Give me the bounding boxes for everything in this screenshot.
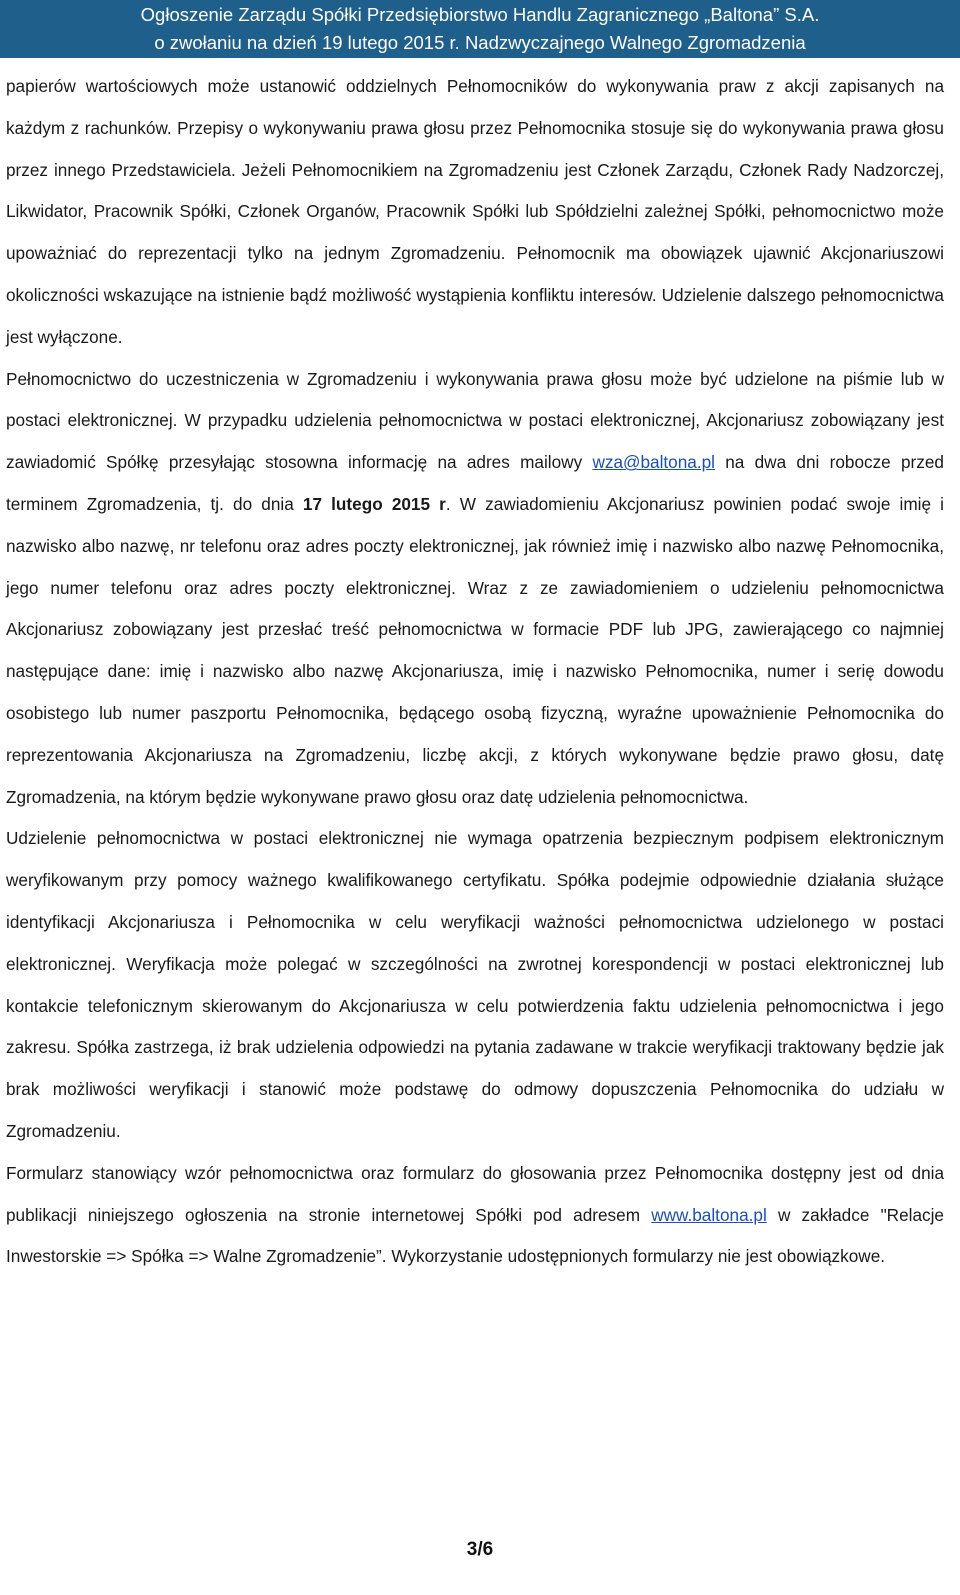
document-header [0,0,960,58]
paragraph-text: w zakładce "Relacje Inwestorskie => Spółka => Walne Zgromadzenie”. Wykorzystanie udostępnionych formularzy nie jest obowiązkowe. [6,1204,944,1267]
website-link[interactable]: www.baltona.pl [651,1204,767,1225]
email-link[interactable]: wza@baltona.pl [592,452,715,473]
paragraph-text: . W zawiadomieniu Akcjonariusz powinien podać swoje imię i nazwisko albo nazwę, nr telefonu oraz adres poczty elektronicznej, jak również imię i nazwisko albo nazwę Pełnomocnika, jego numer telefonu oraz adres poczty elektronicznej. Wraz z ze zawiadomieniem o udzieleniu pełnomocnictwa Akcjonariusz zobowiązany jest przesłać treść pełnomocnictwa w formacie PDF lub JPG, zawierającego co najmniej następujące dane: imię i nazwisko albo nazwę Akcjonariusza, imię i nazwisko Pełnomocnika, numer i serię dowodu osobistego lub numer paszportu Pełnomocnika, będącego osobą fizyczną, wyraźne upoważnienie Pełnomocnika do reprezentowania Akcjonariusza na Zgromadzeniu, liczbę akcji, z których wykonywane będzie prawo głosu, datę Zgromadzenia, na którym będzie wykonywane prawo głosu oraz datę udzielenia pełnomocnictwa. [6,493,945,807]
paragraph-forms [6,1153,944,1278]
header-title-line2: o zwołaniu na dzień 19 lutego 2015 r. Nadzwyczajnego Walnego Zgromadzenia [154,32,806,53]
header-title-line1: Ogłoszenie Zarządu Spółki Przedsiębiorstwo Handlu Zagranicznego „Baltona” S.A. [140,4,820,25]
paragraph-text: Pełnomocnictwo do uczestniczenia w Zgromadzeniu i wykonywania prawa głosu może być udzielone na piśmie lub w postaci elektronicznej. W przypadku udzielenia pełnomocnictwa w postaci elektronicznej, Akcjonariusz zobowiązany jest zawiadomić Spółkę przesyłając stosowna informację na adres mailowy [6,368,944,473]
paragraph-text: na dwa dni robocze przed terminem Zgromadzenia, tj. do dnia [6,452,944,514]
document-body [6,66,944,1278]
paragraph-verification: Udzielenie pełnomocnictwa w postaci elektronicznej nie wymaga opatrzenia bezpiecznym podpisem elektronicznym weryfikowanym przy pomocy ważnego kwalifikowanego certyfikatu. Spółka podejmie odpowiednie działania służące identyfikacji Akcjonariusza i Pełnomocnika w celu weryfikacji ważności pełnomocnictwa udzielonego w postaci elektronicznej. Weryfikacja może polegać w szczególności na zwrotnej korespondencji w postaci elektronicznej lub kontakcie telefonicznym skierowanym do Akcjonariusza w celu potwierdzenia faktu udzielenia pełnomocnictwa i jego zakresu. Spółka zastrzega, iż brak udzielenia odpowiedzi na pytania zadawane w trakcie weryfikacji traktowany będzie jak brak możliwości weryfikacji i stanowić może podstawę do odmowy dopuszczenia Pełnomocnika do udziału w Zgromadzeniu. [6,828,944,1141]
paragraph-text: Formularz stanowiący wzór pełnomocnictwa oraz formularz do głosowania przez Pełnomocnika dostępny jest od dnia publikacji niniejszego ogłoszenia na stronie internetowej Spółki pod adresem [6,1162,944,1225]
deadline-date: 17 lutego 2015 r [302,493,446,514]
paragraph-proxies: papierów wartościowych może ustanowić oddzielnych Pełnomocników do wykonywania praw z akcji zapisanych na każdym z rachunków. Przepisy o wykonywaniu prawa głosu przez Pełnomocnika stosuje się do wykonywania prawa głosu przez innego Przedstawiciela. Jeżeli Pełnomocnikiem na Zgromadzeniu jest Członek Zarządu, Członek Rady Nadzorczej, Likwidator, Pracownik Spółki, Członek Organów, Pracownik Spółki lub Spółdzielni zależnej Spółki, pełnomocnictwo może upoważniać do reprezentacji tylko na jednym Zgromadzeniu. Pełnomocnik ma obowiązek ujawnić Akcjonariuszowi okoliczności wskazujące na istnienie bądź możliwość wystąpienia konfliktu interesów. Udzielenie dalszego pełnomocnictwa jest wyłączone. [6,76,944,347]
paragraph-electronic-proxy [6,359,944,819]
page-number: 3/6 [466,1539,494,1560]
